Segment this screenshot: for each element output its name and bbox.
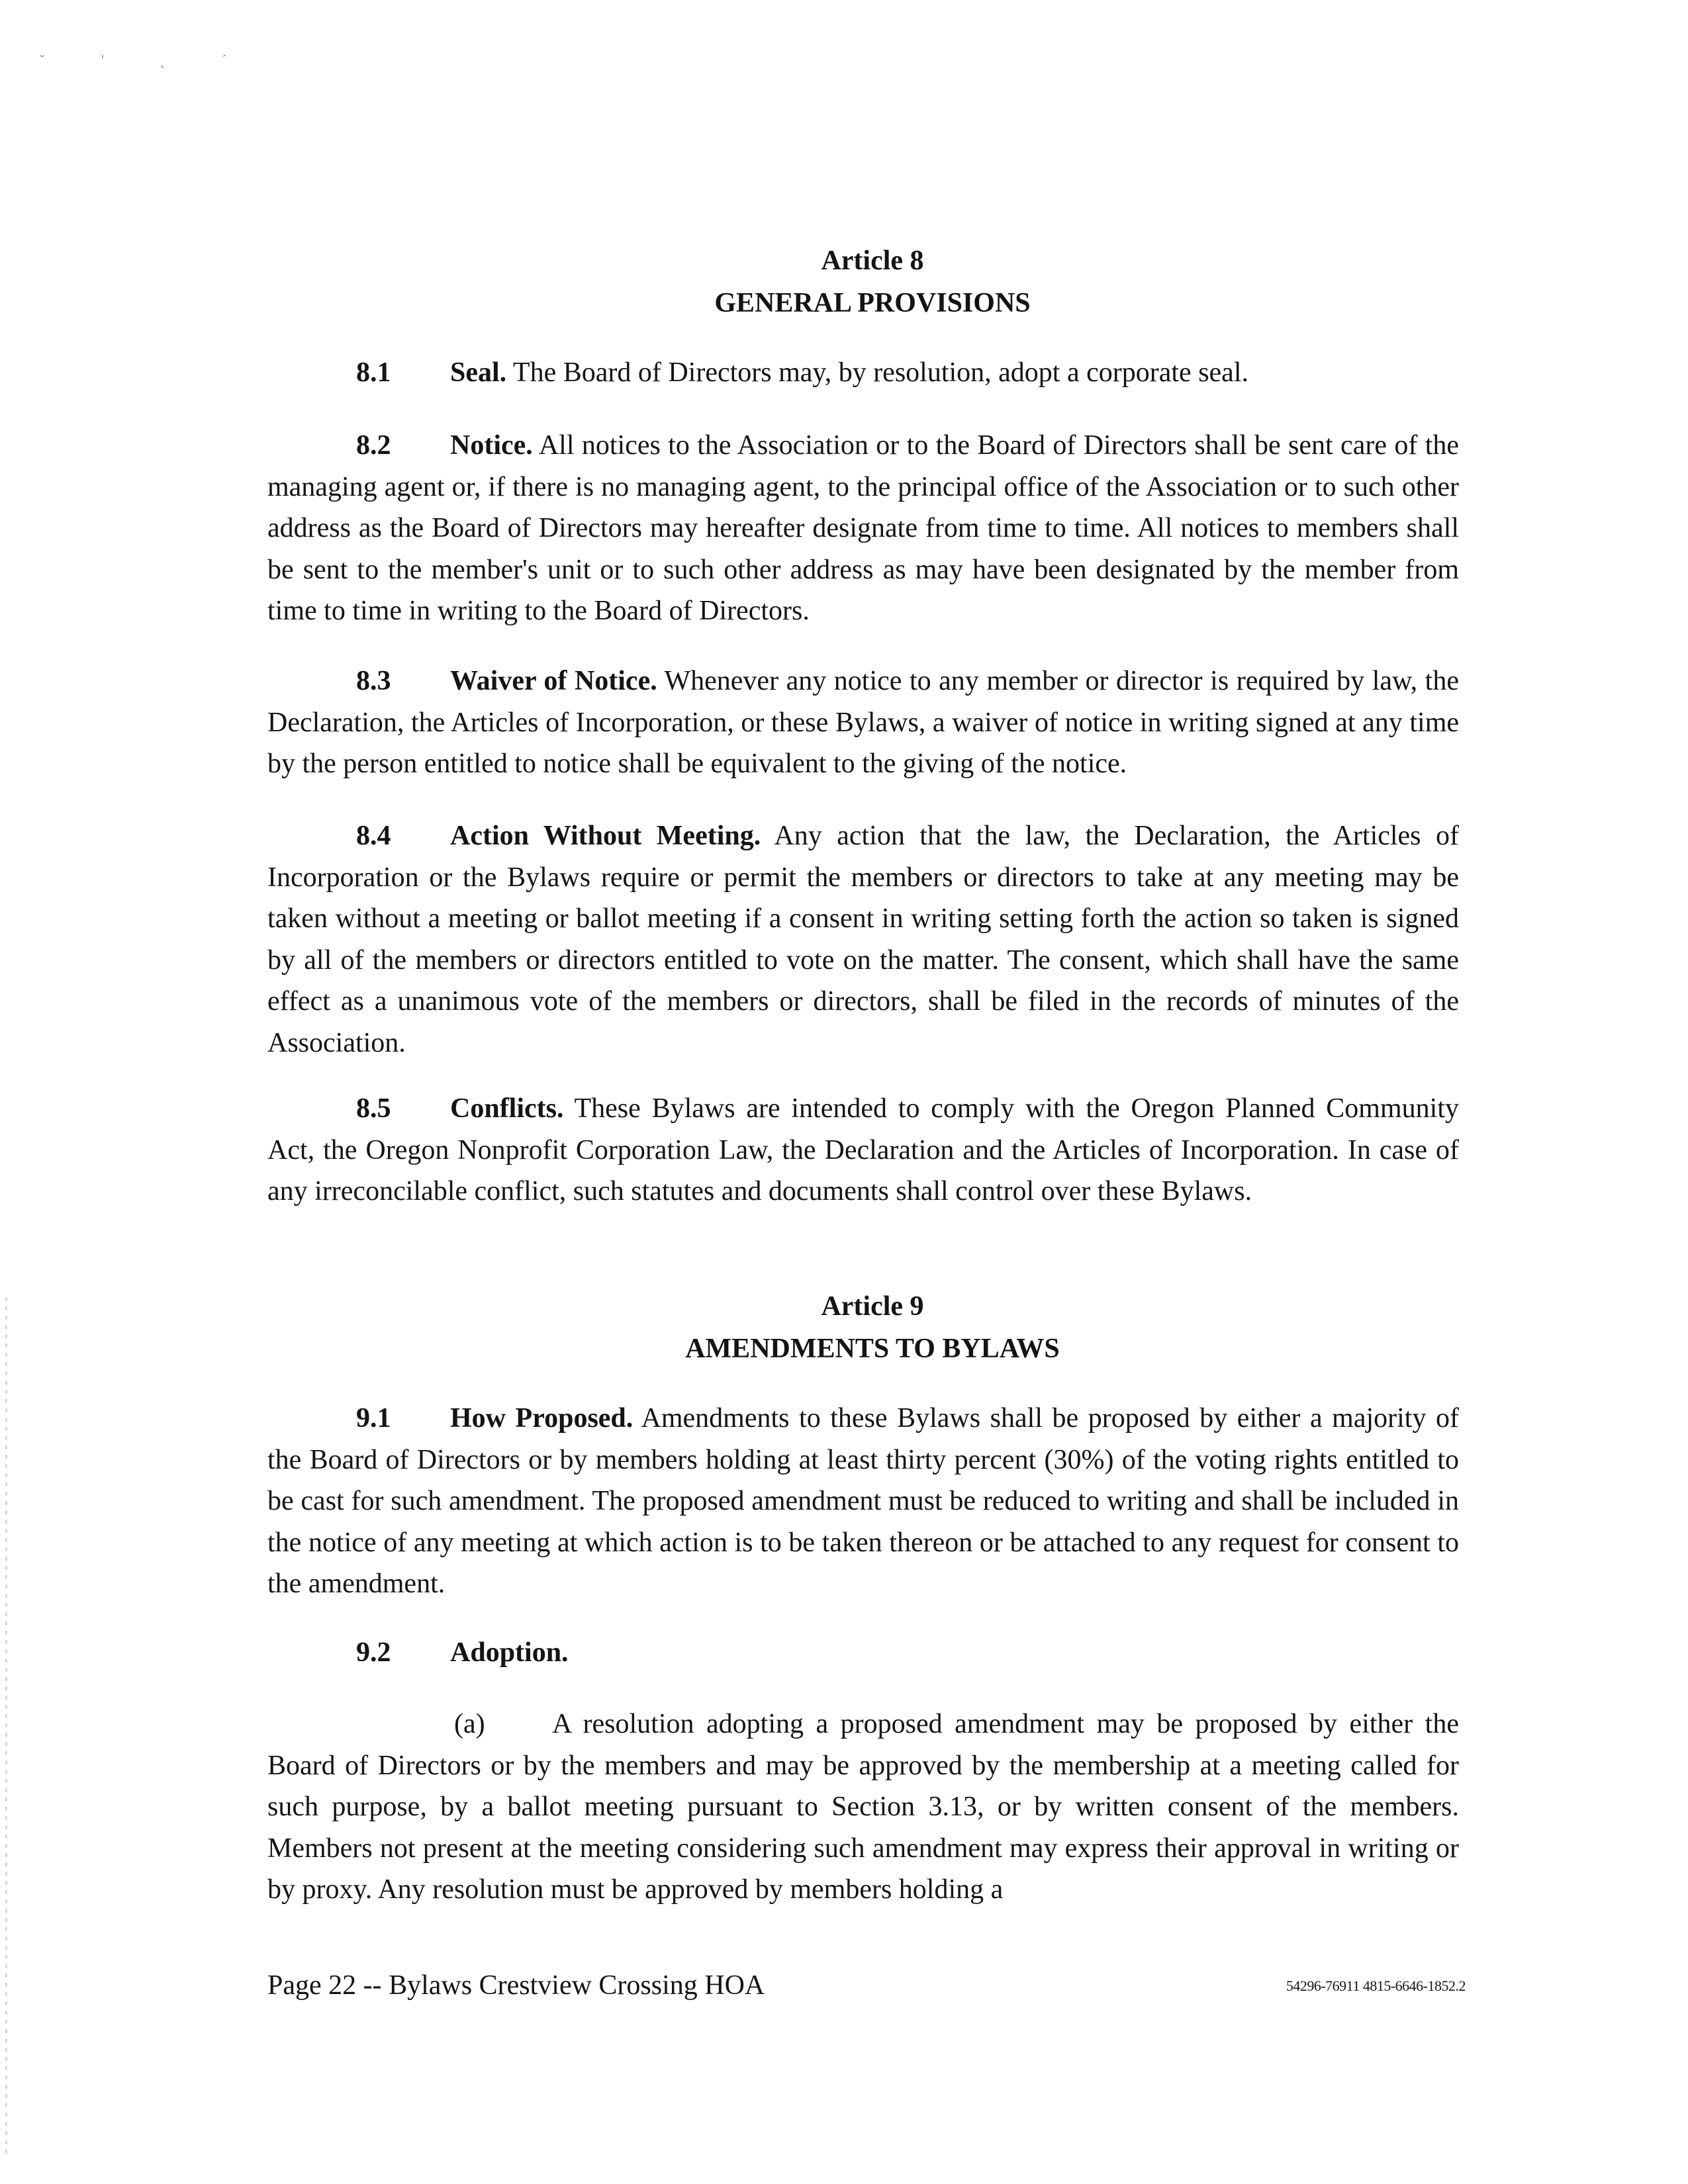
section-8-2 xyxy=(267,425,1459,632)
section-8-5 xyxy=(267,1088,1459,1212)
section-text: All notices to the Association or to the Board of Directors shall be sent care of the managing agent or, if there is no managing agent, to the principal office of the Association or to such other address as the Board of Directors may hereafter designate from time to time. All notices to members shall be sent to the member's unit or to such other address as may have been designated by the member from time to time in writing to the Board of Directors. xyxy=(267,430,1459,626)
section-title: Adoption. xyxy=(450,1637,569,1668)
page-footer-title: Page 22 -- Bylaws Crestview Crossing HOA xyxy=(267,1970,765,2001)
scan-specks: ˘ ' ˛ ´ xyxy=(40,52,254,68)
section-number: 8.5 xyxy=(356,1093,391,1124)
section-number: 8.1 xyxy=(356,357,391,388)
section-8-3 xyxy=(267,660,1459,785)
section-title: Seal. xyxy=(450,357,507,388)
section-8-4 xyxy=(267,815,1459,1064)
section-title: Action Without Meeting. xyxy=(450,821,761,851)
subsection-text: A resolution adopting a proposed amendment may be proposed by either the Board of Directors or by the members and may be approved by the membership at a meeting called for such purpose, by a ballot meeting pursuant to Section 3.13, or by written consent of the members. Members not present at the meeting considering such amendment may express their approval in writing or by proxy. Any resolution must be approved by members holding a xyxy=(267,1709,1459,1905)
section-title: Notice. xyxy=(450,430,533,461)
section-text: Whenever any notice to any member or director is required by law, the Declaration, the Articles of Incorporation, or these Bylaws, a waiver of notice in writing signed at any time by the person entitled to notice shall be equivalent to the giving of the notice. xyxy=(267,666,1459,779)
article-9-title: AMENDMENTS TO BYLAWS xyxy=(685,1334,1060,1364)
section-9-1 xyxy=(267,1398,1459,1605)
section-8-1 xyxy=(267,352,1459,394)
document-id: 54296-76911 4815-6646-1852.2 xyxy=(1286,1978,1466,1994)
subsection-9-2-a xyxy=(267,1704,1459,1911)
section-text: The Board of Directors may, by resolution, adopt a corporate seal. xyxy=(506,357,1248,388)
article-8-title: GENERAL PROVISIONS xyxy=(714,288,1031,318)
section-number: 8.2 xyxy=(356,430,391,461)
section-9-2 xyxy=(267,1632,1459,1674)
section-text: Any action that the law, the Declaration, the Articles of Incorporation or the Bylaws require or permit the members or directors to take at any meeting may be taken without a meeting or ballot meeting if a consent in writing setting forth the action so taken is signed by all of the members or directors entitled to vote on the matter. The consent, which shall have the same effect as a unanimous vote of the members or directors, shall be filed in the records of minutes of the Association. xyxy=(267,821,1459,1058)
section-title: Waiver of Notice. xyxy=(450,666,657,696)
section-text: These Bylaws are intended to comply with the Oregon Planned Community Act, the Oregon Nonprofit Corporation Law, the Declaration and the Articles of Incorporation. In case of any irreconcilable conflict, such statutes and documents shall control over these Bylaws. xyxy=(267,1093,1459,1206)
section-text: Amendments to these Bylaws shall be proposed by either a majority of the Board of Directors or by members holding at least thirty percent (30%) of the voting rights entitled to be cast for such amendment. The proposed amendment must be reduced to writing and shall be included in the notice of any meeting at which action is to be taken thereon or be attached to any request for consent to the amendment. xyxy=(267,1403,1459,1599)
subsection-letter: (a) xyxy=(454,1709,485,1739)
article-9-heading xyxy=(0,1285,1688,1370)
section-number: 8.4 xyxy=(356,821,391,851)
article-8-heading xyxy=(0,240,1688,324)
section-title: Conflicts. xyxy=(450,1093,564,1124)
section-title: How Proposed. xyxy=(450,1403,633,1433)
section-number: 9.2 xyxy=(356,1637,391,1668)
scan-edge-artifact xyxy=(5,1297,7,2158)
section-number: 8.3 xyxy=(356,666,391,696)
article-9-label: Article 9 xyxy=(821,1291,924,1322)
section-number: 9.1 xyxy=(356,1403,391,1433)
article-8-label: Article 8 xyxy=(821,246,924,276)
